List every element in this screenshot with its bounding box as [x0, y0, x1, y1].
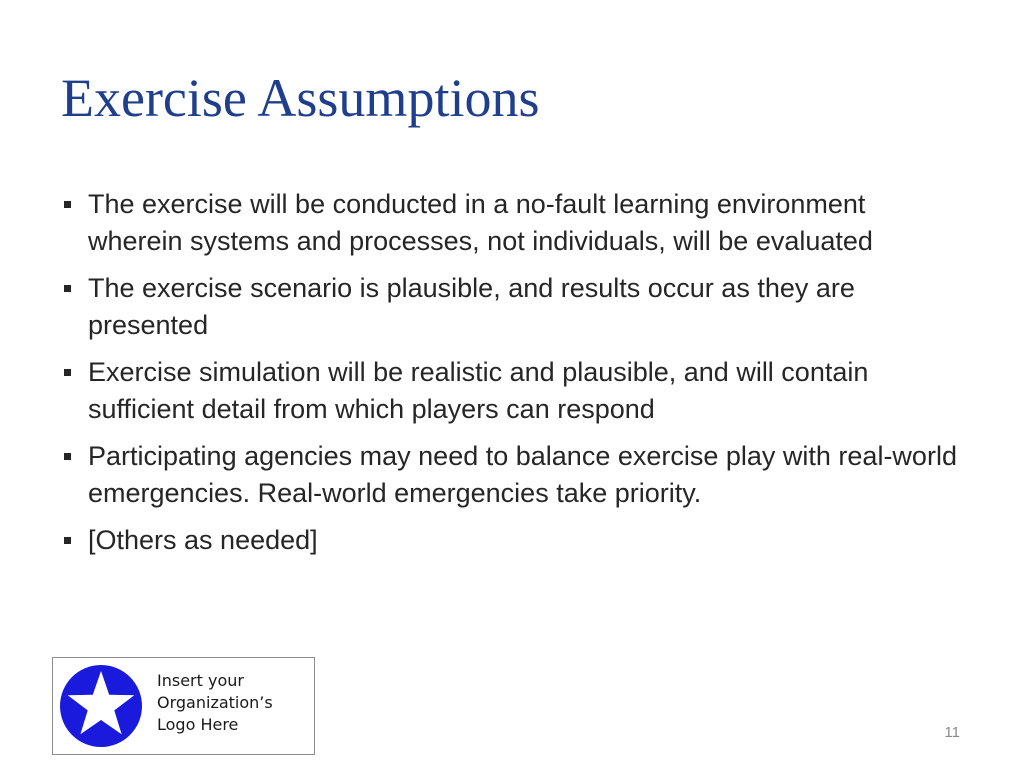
square-bullet-icon	[64, 201, 71, 208]
bullet-item	[60, 522, 960, 559]
logo-text-line: Insert your	[157, 671, 244, 690]
square-bullet-icon	[64, 369, 71, 376]
bullet-item	[60, 186, 960, 260]
star-in-circle-icon	[58, 663, 144, 749]
bullet-item	[60, 354, 960, 428]
square-bullet-icon	[64, 453, 71, 460]
square-bullet-icon	[64, 285, 71, 292]
logo-text-line: Organization’s	[157, 693, 273, 712]
logo-placeholder-text	[157, 670, 307, 736]
square-bullet-icon	[64, 537, 71, 544]
bullet-text: Exercise simulation will be realistic and plausible, and will contain sufficient detail from which players can respond	[88, 357, 869, 424]
logo-placeholder	[52, 657, 315, 755]
logo-text-line: Logo Here	[157, 715, 239, 734]
bullet-list	[60, 186, 960, 569]
page-number: 11	[944, 724, 960, 741]
bullet-text: [Others as needed]	[88, 525, 318, 555]
bullet-item	[60, 438, 960, 512]
bullet-text: The exercise scenario is plausible, and results occur as they are presented	[88, 273, 855, 340]
slide-title: Exercise Assumptions	[61, 68, 540, 128]
bullet-text: Participating agencies may need to balance exercise play with real-world emergencies. Real-world emergencies take priority.	[88, 441, 957, 508]
bullet-item	[60, 270, 960, 344]
bullet-text: The exercise will be conducted in a no-fault learning environment wherein systems and processes, not individuals, will be evaluated	[88, 189, 873, 256]
